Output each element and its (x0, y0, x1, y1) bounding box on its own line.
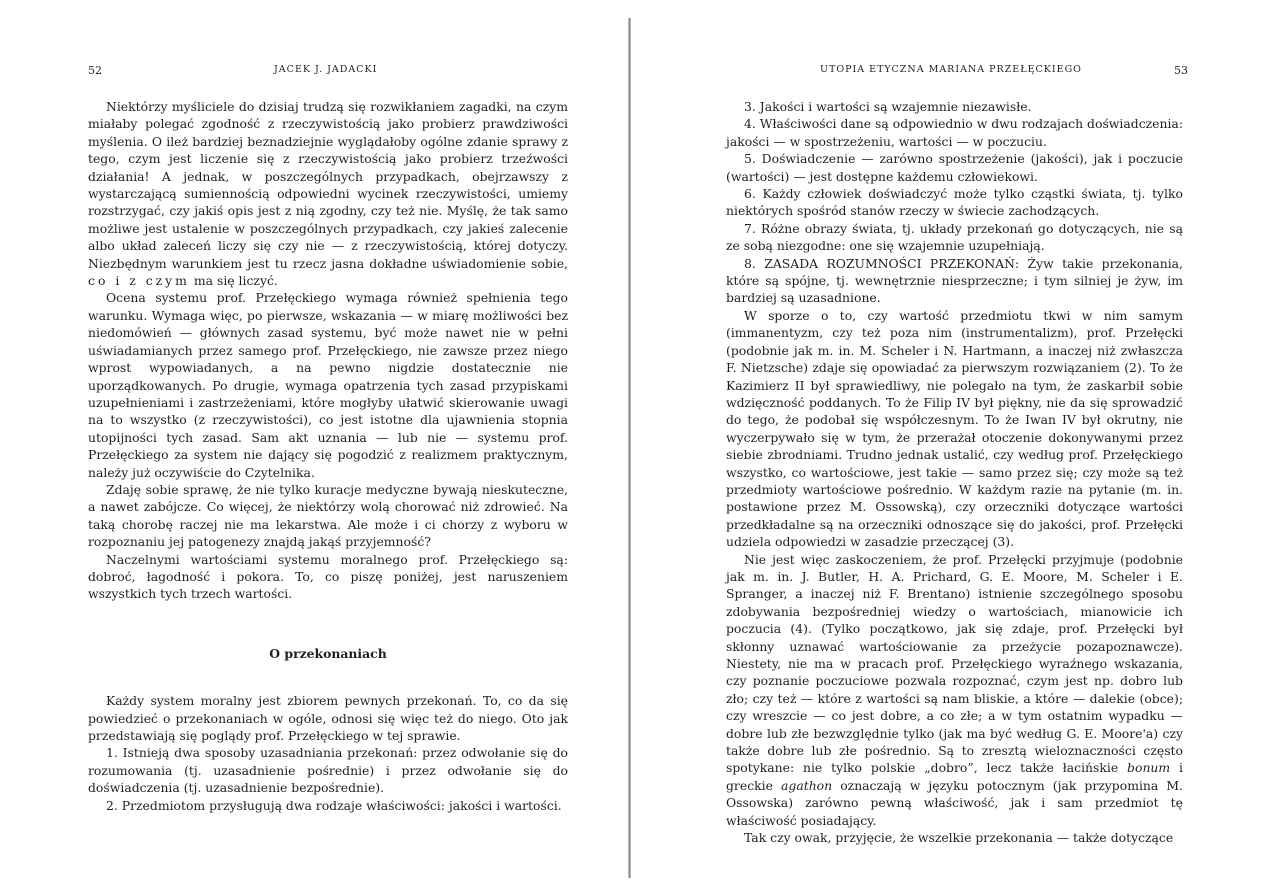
list-item: 1. Istnieją dwa sposoby uzasadniania przekonań: przez odwołanie się do rozumowania (tj. uzasadnienie pośrednie) i przez odwołanie się do doświadczenia (tj. uzasadnienie bezpośrednie). (88, 745, 568, 796)
paragraph: Nie jest więc zaskoczeniem, że prof. Przełęcki przyjmuje (podobnie jak m. in. J. Butler, H. A. Prichard, G. E. Moore, M. Scheler i E. Spranger, a inaczej niż F. Brentano) istnienie szczególnego sposobu zdobywania bezpośredniej wiedzy o wartościach, mianowicie ich poczucia (4). (Tylko początkowo, jak się zdaje, prof. Przełęcki był skłonny uznawać wartościowanie za przeżycie pozapoznawcze). Niestety, nie ma w pracach prof. Przełęckiego wyraźnego wskazania, czy poznanie poczuciowe pozwala rozpoznać, czym jest np. dobro lub zło; czy też — które z wartości są nam bliskie, a które — dalekie (obce); czy wreszcie — co jest dobre, a co złe; a w tym ostatnim wypadku — dobre lub złe bezwzględnie tylko (jak ma być według G. E. Moore'a) czy także dobre lub złe pośrednio. Są to zresztą wieloznaczności często spotykane: nie tylko polskie „dobro”, lecz także łacińskie bonum i greckie agathon oznaczają w języku potocznym (jak przypomina M. Ossowska) zarówno pewną właściwość, jak i sam przedmiot tę właściwość posiadający. (726, 551, 1183, 828)
right-page (634, 0, 1262, 893)
paragraph: Ocena systemu prof. Przełęckiego wymaga również spełnienia tego warunku. Wymaga więc, po pierwsze, wskazania — w miarę możliwości bez niedomówień — głównych zasad systemu, być może nawet nie w pełni uświadamianych przez samego prof. Przełęckiego, nie zawsze przez niego wprost wypowiadanych, a na pewno nigdzie dostatecznie nie uporządkowanych. Po drugie, wymaga opatrzenia tych zasad przypiskami uzupełnieniami i zastrzeżeniami, które mogłyby ułatwić skierowanie uwagi na to wszystko (z rzeczywistości), co jest istotne dla ujawnienia stopnia utopijności tych zasad. Sam akt uznania — lub nie — systemu prof. Przełęckiego za system nie dający się pogodzić z realizmem praktycznym, należy już oczywiście do Czytelnika. (88, 290, 568, 480)
running-head-left: JACEK J. JADACKI (274, 64, 378, 75)
list-item: 6. Każdy człowiek doświadczyć może tylko cząstki świata, tj. tylko niektórych spośród stanów rzeczy w świecie zachodzących. (726, 186, 1183, 219)
paragraph: W sporze o to, czy wartość przedmiotu tkwi w nim samym (immanentyzm, czy też poza nim (instrumentalizm), prof. Przełęcki (podobnie jak m. in. M. Scheler i N. Hartmann, a inaczej niż zwłaszcza F. Nietzsche) zdaje się opowiadać za pierwszym rozwiązaniem (2). To że Kazimierz II był sprawiedliwy, nie polegało na tym, że zaskarbił sobie wdzięczność poddanych. To że Filip IV był piękny, nie da się sprowadzić do tego, że podobał się współczesnym. To że Iwan IV był okrutny, nie wyczerpywało się w tym, że przerażał otoczenie dokonywanymi przez siebie zbrodniami. Trudno jednak ustalić, czy według prof. Przełęckiego wszystko, co wartościowe, jest takie — samo przez się; czy może są też przedmioty wartościowe pośrednio. W każdym razie na pytanie (m. in. postawione przez M. Ossowską), czy orzeczniki dotyczące wartości przedkładalne są na orzeczniki odnoszące się do jakości, prof. Przełęcki udziela odpowiedzi w zasadzie przeczącej (3). (726, 307, 1183, 550)
paragraph: Tak czy owak, przyjęcie, że wszelkie przekonania — także dotyczące (744, 830, 1174, 846)
left-page (0, 0, 630, 893)
list-item: 2. Przedmiotom przysługują dwa rodzaje właściwości: jakości i wartości. (106, 797, 562, 813)
list-item: 7. Różne obrazy świata, tj. układy przekonań go dotyczących, nie są ze sobą niezgodne: one się wzajemnie uzupełniają. (726, 220, 1183, 254)
paragraph: Zdaję sobie sprawę, że nie tylko kuracje medyczne bywają nieskuteczne, a nawet zabójcze. Co więcej, że niektórzy wolą chorować niż zdrowieć. Na taką chorobę raczej nie ma lekarstwa. Ale może i ci chorzy z wyboru w rozpoznaniu jej patogenezy znajdą jakąś przyjemność? (88, 481, 568, 550)
paragraph: Naczelnymi wartościami systemu moralnego prof. Przełęckiego są: dobroć, łagodność i pokora. To, co piszę poniżej, jest naruszeniem wszystkich tych trzech wartości. (88, 551, 568, 602)
list-item: 5. Doświadczenie — zarówno spostrzeżenie (jakości), jak i poczucie (wartości) — jest dostępne każdemu człowiekowi. (726, 151, 1183, 184)
paragraph: Każdy system moralny jest zbiorem pewnych przekonań. To, co da się powiedzieć o przekonaniach w ogóle, odnosi się więc też do niego. Oto jak przedstawiają się poglądy prof. Przełęckiego w tej sprawie. (88, 693, 568, 743)
left-body-text (88, 98, 568, 814)
page-number-left: 52 (88, 64, 102, 77)
paragraph: Niektórzy myśliciele do dzisiaj trudzą się rozwikłaniem zagadki, na czym miałaby polegać zgodność z rzeczywistością jako probierz prawdziwości myślenia. O ileż bardziej beznadziejnie wyglądałoby ogólne zdanie sprawy z tego, czym jest liczenie się z rzeczywistością jako probierz trzeźwości działania! A jednak, w poszczególnych przypadkach, obejrzawszy z wystarczającą sumiennością odpowiedni wycinek rzeczywistości, umiemy rozstrzygać, czy jakiś opis jest z nią zgodny, czy też nie. Myślę, że tak samo możliwe jest ustalenie w poszczególnych przypadkach, czy jakieś zalecenie albo układ zaleceń liczy się czy nie — z rzeczywistością, której dotyczy. Niezbędnym warunkiem jest tu rzecz jasna dokładne uświadomienie sobie, co i z czym ma się liczyć. (88, 99, 568, 289)
book-gutter (628, 18, 631, 878)
list-item: 8. ZASADA ROZUMNOŚCI PRZEKONAŃ: Żyw takie przekonania, które są spójne, tj. wewnętrznie niesprzeczne; i tym silniej je żyw, im bardziej są uzasadnione. (726, 255, 1183, 306)
spaced-emphasis: co i z czym (88, 273, 190, 289)
list-item: 3. Jakości i wartości są wzajemnie niezawisłe. (744, 99, 1032, 114)
right-body-text (726, 98, 1183, 846)
page-number-right: 53 (1174, 64, 1188, 77)
running-head-right: UTOPIA ETYCZNA MARIANA PRZEŁĘCKIEGO (820, 64, 1082, 75)
greek-term: agathon (781, 777, 833, 793)
section-heading: O przekonaniach (269, 645, 387, 661)
list-item: 4. Właściwości dane są odpowiednio w dwu rodzajach doświadczenia: jakości — w spostrzeżeniu, wartości — w poczuciu. (726, 116, 1183, 149)
latin-term: bonum (1127, 760, 1171, 776)
